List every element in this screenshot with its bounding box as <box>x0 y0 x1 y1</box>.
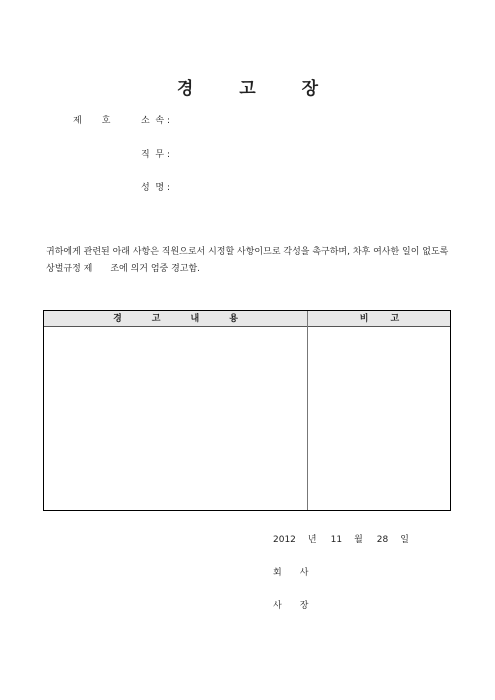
date-month: 11 <box>330 535 343 545</box>
date-day: 28 <box>376 535 389 545</box>
warning-content-header <box>44 311 307 327</box>
header-char: 용 <box>229 314 238 324</box>
company-char: 회 <box>273 568 282 578</box>
header-char: 고 <box>390 314 400 324</box>
warning-content-cell[interactable] <box>44 327 307 511</box>
number-label-char: 제 <box>73 116 82 126</box>
header-char: 비 <box>359 314 369 324</box>
date-day-unit: 일 <box>400 535 409 545</box>
body-line-2-prefix: 상벌규정 제 <box>46 264 93 274</box>
remarks-cell[interactable] <box>308 327 451 511</box>
affiliation-label: 소 속 : <box>141 116 171 126</box>
name-label: 성 명 : <box>141 183 171 193</box>
title-char: 고 <box>239 79 256 99</box>
company-char: 사 <box>299 568 309 578</box>
president-char: 장 <box>299 601 309 611</box>
issue-date <box>273 532 409 545</box>
body-line-2-suffix: 조에 의거 엄중 경고함. <box>110 264 201 274</box>
remarks-header <box>308 311 451 327</box>
title-char: 경 <box>176 79 194 99</box>
title-char: 장 <box>301 79 319 99</box>
date-year: 2012 <box>273 535 296 545</box>
header-char: 경 <box>113 314 122 324</box>
president-char: 사 <box>273 601 282 611</box>
warning-table <box>43 310 451 511</box>
position-label: 직 무 : <box>141 150 171 160</box>
body-line-1: 귀하에게 관련된 아래 사항은 직원으로서 시정할 사항이므로 각성을 촉구하며, 차후 여사한 일이 없도록 <box>46 247 449 257</box>
date-month-unit: 월 <box>354 535 363 545</box>
header-char: 내 <box>190 314 200 324</box>
header-char: 고 <box>151 314 161 324</box>
document-number-label <box>73 113 110 126</box>
number-label-char: 호 <box>101 116 111 126</box>
president-label <box>273 598 308 611</box>
body-line-2 <box>46 261 466 278</box>
company-label <box>273 565 308 578</box>
document-title <box>0 74 495 99</box>
date-year-unit: 년 <box>307 535 317 545</box>
